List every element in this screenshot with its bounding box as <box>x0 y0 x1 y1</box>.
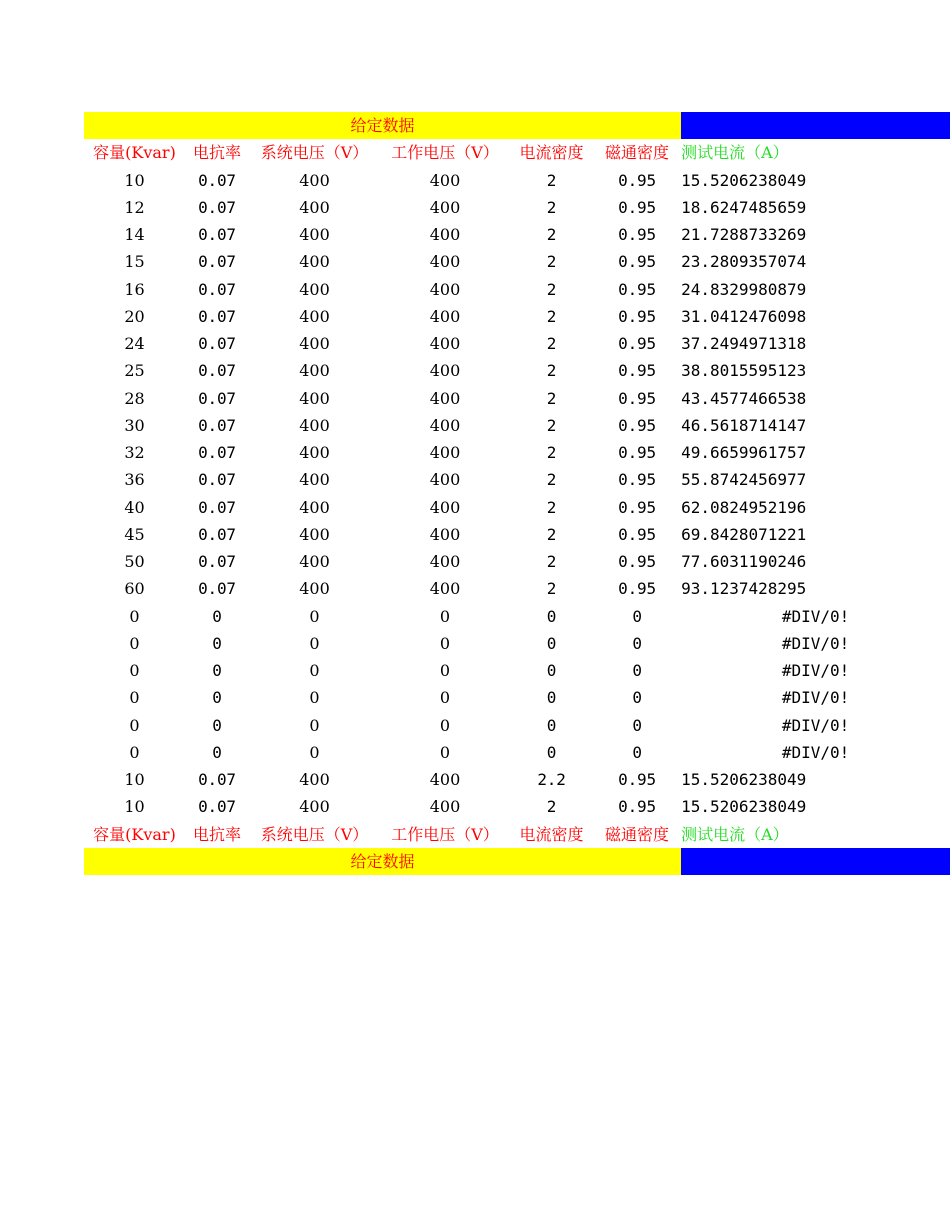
footer-given-data-band[interactable]: 给定数据 <box>84 848 681 875</box>
cell-test-current[interactable]: 24.8329980879 <box>681 279 807 299</box>
table-row <box>84 439 950 466</box>
cell-capacity[interactable]: 50 <box>124 552 145 572</box>
cell-reactance-rate[interactable]: 0.07 <box>198 552 236 572</box>
cell-test-current[interactable]: 77.6031190246 <box>681 552 807 572</box>
cell-flux-density[interactable]: 0.95 <box>618 225 656 245</box>
cell-working-voltage[interactable]: 400 <box>429 361 461 381</box>
cell-system-voltage[interactable]: 400 <box>299 443 330 463</box>
cell-working-voltage[interactable]: 400 <box>429 197 461 217</box>
cell-test-current[interactable]: #DIV/0! <box>781 661 850 681</box>
footer-header-system-voltage[interactable]: 系统电压（V） <box>260 824 369 844</box>
cell-test-current[interactable]: #DIV/0! <box>781 633 850 653</box>
cell-reactance-rate[interactable]: 0.07 <box>198 306 236 326</box>
cell-test-current[interactable]: 37.2494971318 <box>681 334 807 354</box>
cell-system-voltage[interactable]: 400 <box>299 770 330 790</box>
header-row <box>84 139 950 166</box>
cell-flux-density[interactable]: 0.95 <box>618 334 656 354</box>
cell-system-voltage[interactable]: 400 <box>299 579 330 599</box>
cell-current-density[interactable]: 2 <box>546 524 557 544</box>
blue-band-cell[interactable] <box>681 112 950 139</box>
cell-working-voltage[interactable]: 400 <box>429 170 461 190</box>
cell-system-voltage[interactable]: 400 <box>299 552 330 572</box>
cell-working-voltage[interactable]: 400 <box>429 279 461 299</box>
cell-flux-density[interactable]: 0.95 <box>618 170 656 190</box>
cell-system-voltage[interactable]: 400 <box>299 797 330 817</box>
table-row <box>84 548 950 575</box>
cell-current-density[interactable]: 2 <box>546 334 557 354</box>
cell-current-density[interactable]: 2 <box>546 470 557 490</box>
cell-test-current[interactable]: #DIV/0! <box>781 606 850 626</box>
footer-header-test-current[interactable]: 测试电流（A） <box>681 824 789 844</box>
table-row <box>84 793 950 820</box>
cell-reactance-rate[interactable]: 0.07 <box>198 197 236 217</box>
cell-capacity[interactable]: 36 <box>124 470 145 490</box>
table-row <box>84 167 950 194</box>
cell-flux-density[interactable]: 0.95 <box>618 470 656 490</box>
footer-header-capacity[interactable]: 容量(Kvar) <box>93 824 176 844</box>
cell-test-current[interactable]: 62.0824952196 <box>681 497 807 517</box>
cell-reactance-rate[interactable]: 0 <box>212 606 222 626</box>
cell-system-voltage[interactable]: 0 <box>309 715 320 735</box>
header-flux-density[interactable]: 磁通密度 <box>605 143 670 163</box>
cell-flux-density[interactable]: 0.95 <box>618 388 656 408</box>
table-row <box>84 194 950 221</box>
footer-header-flux-density[interactable]: 磁通密度 <box>605 824 670 844</box>
cell-capacity[interactable]: 12 <box>124 197 145 217</box>
cell-working-voltage[interactable]: 400 <box>429 470 461 490</box>
header-current-density[interactable]: 电流密度 <box>519 143 584 163</box>
cell-current-density[interactable]: 2 <box>546 797 557 817</box>
cell-capacity[interactable]: 25 <box>124 361 145 381</box>
table-row <box>84 357 950 384</box>
cell-flux-density[interactable]: 0 <box>632 661 642 681</box>
cell-capacity[interactable]: 28 <box>124 388 145 408</box>
table-row <box>84 521 950 548</box>
cell-current-density[interactable]: 2 <box>546 552 557 572</box>
cell-test-current[interactable]: 31.0412476098 <box>681 306 807 326</box>
cell-working-voltage[interactable]: 400 <box>429 252 461 272</box>
cell-working-voltage[interactable]: 400 <box>429 225 461 245</box>
cell-capacity[interactable]: 16 <box>124 279 145 299</box>
cell-working-voltage[interactable]: 0 <box>439 715 451 735</box>
top-band-row <box>84 112 950 139</box>
cell-reactance-rate[interactable]: 0.07 <box>198 388 236 408</box>
cell-capacity[interactable]: 15 <box>124 252 145 272</box>
cell-current-density[interactable]: 2 <box>546 252 557 272</box>
header-reactance-rate[interactable]: 电抗率 <box>192 143 241 163</box>
cell-capacity[interactable]: 24 <box>124 334 145 354</box>
cell-working-voltage[interactable]: 400 <box>429 334 461 354</box>
footer-header-current-density[interactable]: 电流密度 <box>519 824 584 844</box>
header-system-voltage[interactable]: 系统电压（V） <box>260 143 369 163</box>
cell-working-voltage[interactable]: 400 <box>429 579 461 599</box>
cell-working-voltage[interactable]: 400 <box>429 497 461 517</box>
cell-working-voltage[interactable]: 0 <box>439 688 451 708</box>
cell-flux-density[interactable]: 0 <box>632 715 642 735</box>
cell-capacity[interactable]: 0 <box>129 661 140 681</box>
cell-current-density[interactable]: 2.2 <box>537 770 566 790</box>
cell-test-current[interactable]: 55.8742456977 <box>681 470 807 490</box>
table-row <box>84 630 950 657</box>
cell-capacity[interactable]: 0 <box>129 606 140 626</box>
cell-system-voltage[interactable]: 400 <box>299 334 330 354</box>
cell-reactance-rate[interactable]: 0.07 <box>198 497 236 517</box>
cell-test-current[interactable]: 18.6247485659 <box>681 197 807 217</box>
cell-reactance-rate[interactable]: 0.07 <box>198 770 236 790</box>
cell-system-voltage[interactable]: 400 <box>299 497 330 517</box>
cell-capacity[interactable]: 14 <box>124 225 145 245</box>
cell-current-density[interactable]: 2 <box>546 443 557 463</box>
cell-system-voltage[interactable]: 400 <box>299 252 330 272</box>
table-row <box>84 221 950 248</box>
cell-working-voltage[interactable]: 400 <box>429 388 461 408</box>
cell-test-current[interactable]: 23.2809357074 <box>681 252 807 272</box>
cell-system-voltage[interactable]: 400 <box>299 361 330 381</box>
table-row <box>84 248 950 275</box>
cell-current-density[interactable]: 2 <box>546 388 557 408</box>
cell-reactance-rate[interactable]: 0.07 <box>198 415 236 435</box>
table-row <box>84 276 950 303</box>
cell-reactance-rate[interactable]: 0.07 <box>198 443 236 463</box>
cell-capacity[interactable]: 30 <box>124 415 145 435</box>
table-row <box>84 385 950 412</box>
cell-current-density[interactable]: 2 <box>546 197 557 217</box>
table-row <box>84 739 950 766</box>
cell-test-current[interactable]: 93.1237428295 <box>681 579 807 599</box>
header-capacity[interactable]: 容量(Kvar) <box>93 143 176 163</box>
cell-reactance-rate[interactable]: 0.07 <box>198 225 236 245</box>
cell-system-voltage[interactable]: 400 <box>299 170 330 190</box>
cell-reactance-rate[interactable]: 0.07 <box>198 252 236 272</box>
given-data-band[interactable]: 给定数据 <box>84 112 681 139</box>
cell-test-current[interactable]: 15.5206238049 <box>681 797 807 817</box>
cell-current-density[interactable]: 2 <box>546 279 557 299</box>
cell-capacity[interactable]: 0 <box>129 715 140 735</box>
cell-system-voltage[interactable]: 0 <box>309 606 320 626</box>
cell-working-voltage[interactable]: 400 <box>429 770 461 790</box>
cell-capacity[interactable]: 0 <box>129 688 140 708</box>
cell-system-voltage[interactable]: 400 <box>299 197 330 217</box>
cell-flux-density[interactable]: 0.95 <box>618 770 656 790</box>
cell-flux-density[interactable]: 0.95 <box>618 797 656 817</box>
cell-current-density[interactable]: 2 <box>546 225 557 245</box>
cell-current-density[interactable]: 0 <box>546 661 557 681</box>
cell-current-density[interactable]: 2 <box>546 579 557 599</box>
cell-capacity[interactable]: 0 <box>129 742 140 762</box>
cell-system-voltage[interactable]: 400 <box>299 524 330 544</box>
cell-reactance-rate[interactable]: 0.07 <box>198 334 236 354</box>
cell-reactance-rate[interactable]: 0 <box>212 688 222 708</box>
cell-capacity[interactable]: 10 <box>124 170 145 190</box>
cell-flux-density[interactable]: 0 <box>632 633 642 653</box>
cell-system-voltage[interactable]: 400 <box>299 388 330 408</box>
cell-reactance-rate[interactable]: 0 <box>212 633 222 653</box>
cell-working-voltage[interactable]: 400 <box>429 443 461 463</box>
cell-test-current[interactable]: 21.7288733269 <box>681 225 807 245</box>
cell-current-density[interactable]: 0 <box>546 715 557 735</box>
cell-test-current[interactable]: 46.5618714147 <box>681 415 807 435</box>
sheet-body <box>84 112 950 875</box>
cell-test-current[interactable]: #DIV/0! <box>781 688 850 708</box>
cell-current-density[interactable]: 0 <box>546 688 557 708</box>
cell-system-voltage[interactable]: 0 <box>309 633 320 653</box>
cell-flux-density[interactable]: 0 <box>632 742 642 762</box>
table-row <box>84 466 950 493</box>
cell-current-density[interactable]: 0 <box>546 742 557 762</box>
cell-flux-density[interactable]: 0.95 <box>618 252 656 272</box>
cell-flux-density[interactable]: 0 <box>632 606 642 626</box>
cell-flux-density[interactable]: 0.95 <box>618 443 656 463</box>
cell-capacity[interactable]: 10 <box>124 797 145 817</box>
table-row <box>84 575 950 602</box>
cell-current-density[interactable]: 2 <box>546 497 557 517</box>
cell-working-voltage[interactable]: 400 <box>429 415 461 435</box>
table-row <box>84 684 950 711</box>
cell-flux-density[interactable]: 0 <box>632 688 642 708</box>
cell-capacity[interactable]: 60 <box>124 579 145 599</box>
cell-system-voltage[interactable]: 0 <box>309 661 320 681</box>
cell-test-current[interactable]: 38.8015595123 <box>681 361 807 381</box>
footer-header-row <box>84 821 950 848</box>
cell-test-current[interactable]: 69.8428071221 <box>681 524 807 544</box>
cell-flux-density[interactable]: 0.95 <box>618 361 656 381</box>
cell-working-voltage[interactable]: 0 <box>439 633 451 653</box>
cell-reactance-rate[interactable]: 0 <box>212 661 222 681</box>
cell-system-voltage[interactable]: 400 <box>299 415 330 435</box>
cell-working-voltage[interactable]: 400 <box>429 797 461 817</box>
cell-test-current[interactable]: 49.6659961757 <box>681 443 807 463</box>
cell-flux-density[interactable]: 0.95 <box>618 306 656 326</box>
cell-flux-density[interactable]: 0.95 <box>618 197 656 217</box>
cell-reactance-rate[interactable]: 0.07 <box>198 279 236 299</box>
cell-system-voltage[interactable]: 400 <box>299 470 330 490</box>
cell-flux-density[interactable]: 0.95 <box>618 552 656 572</box>
cell-current-density[interactable]: 0 <box>546 606 557 626</box>
footer-header-reactance-rate[interactable]: 电抗率 <box>192 824 241 844</box>
table-row <box>84 330 950 357</box>
cell-flux-density[interactable]: 0.95 <box>618 279 656 299</box>
cell-working-voltage[interactable]: 0 <box>439 742 451 762</box>
cell-capacity[interactable]: 20 <box>124 306 145 326</box>
cell-test-current[interactable]: #DIV/0! <box>781 742 850 762</box>
header-test-current[interactable]: 测试电流（A） <box>681 143 789 163</box>
cell-system-voltage[interactable]: 400 <box>299 225 330 245</box>
table-row <box>84 603 950 630</box>
cell-capacity[interactable]: 40 <box>124 497 145 517</box>
cell-working-voltage[interactable]: 400 <box>429 524 461 544</box>
header-working-voltage[interactable]: 工作电压（V） <box>391 143 499 163</box>
cell-current-density[interactable]: 2 <box>546 415 557 435</box>
cell-working-voltage[interactable]: 400 <box>429 306 461 326</box>
cell-capacity[interactable]: 45 <box>124 524 145 544</box>
cell-reactance-rate[interactable]: 0.07 <box>198 797 236 817</box>
table-row <box>84 494 950 521</box>
cell-current-density[interactable]: 2 <box>546 361 557 381</box>
cell-current-density[interactable]: 0 <box>546 633 557 653</box>
cell-test-current[interactable]: #DIV/0! <box>781 715 850 735</box>
table-row <box>84 712 950 739</box>
cell-flux-density[interactable]: 0.95 <box>618 497 656 517</box>
cell-capacity[interactable]: 32 <box>124 443 145 463</box>
cell-flux-density[interactable]: 0.95 <box>618 579 656 599</box>
footer-header-working-voltage[interactable]: 工作电压（V） <box>391 824 499 844</box>
cell-test-current[interactable]: 43.4577466538 <box>681 388 807 408</box>
cell-current-density[interactable]: 2 <box>546 170 557 190</box>
cell-flux-density[interactable]: 0.95 <box>618 524 656 544</box>
cell-current-density[interactable]: 2 <box>546 306 557 326</box>
cell-reactance-rate[interactable]: 0.07 <box>198 361 236 381</box>
cell-test-current[interactable]: 15.5206238049 <box>681 770 807 790</box>
cell-reactance-rate[interactable]: 0.07 <box>198 170 236 190</box>
cell-flux-density[interactable]: 0.95 <box>618 415 656 435</box>
footer-blue-band-cell[interactable] <box>681 848 950 875</box>
cell-working-voltage[interactable]: 0 <box>439 661 451 681</box>
cell-system-voltage[interactable]: 0 <box>309 742 320 762</box>
bottom-band-row <box>84 848 950 875</box>
cell-reactance-rate[interactable]: 0 <box>212 715 222 735</box>
table-row <box>84 412 950 439</box>
cell-reactance-rate[interactable]: 0 <box>212 742 222 762</box>
cell-reactance-rate[interactable]: 0.07 <box>198 579 236 599</box>
cell-system-voltage[interactable]: 0 <box>309 688 320 708</box>
cell-reactance-rate[interactable]: 0.07 <box>198 470 236 490</box>
cell-capacity[interactable]: 0 <box>129 633 140 653</box>
table-row <box>84 766 950 793</box>
data-sheet-table <box>84 112 950 875</box>
table-row <box>84 657 950 684</box>
cell-capacity[interactable]: 10 <box>124 770 145 790</box>
cell-reactance-rate[interactable]: 0.07 <box>198 524 236 544</box>
cell-test-current[interactable]: 15.5206238049 <box>681 170 807 190</box>
table-row <box>84 303 950 330</box>
cell-system-voltage[interactable]: 400 <box>299 279 330 299</box>
cell-working-voltage[interactable]: 0 <box>439 606 451 626</box>
cell-system-voltage[interactable]: 400 <box>299 306 330 326</box>
cell-working-voltage[interactable]: 400 <box>429 552 461 572</box>
